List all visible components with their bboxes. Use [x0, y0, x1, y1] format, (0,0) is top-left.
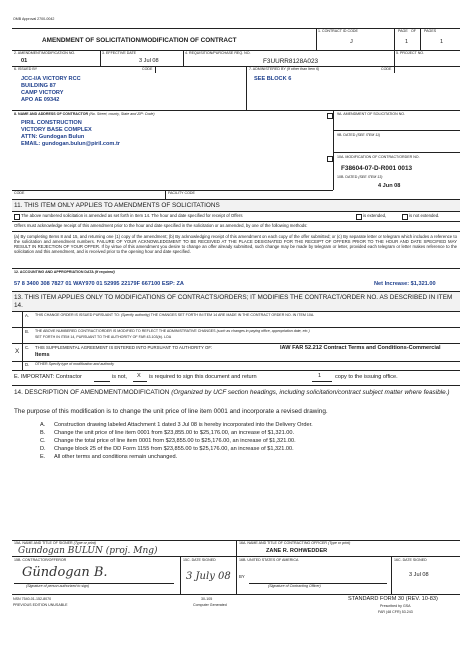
administered-by-code-label: CODE	[381, 67, 392, 71]
modification-purpose: The purpose of this modification is to change the unit price of line item 0001 and incorporate a revised drawing.	[14, 408, 328, 415]
amendment-no-label: 2. AMENDMENT/MODIFICATION NO.	[14, 51, 76, 55]
important-end: copy to the issuing office.	[335, 374, 398, 380]
contractor-code-label: CODE	[14, 191, 25, 195]
item-13c-authority: IAW FAR 52.212 Contract Terms and Conditions-Commercial Items	[35, 345, 441, 358]
contractor-line-3: ATTN: Gundogan Bulun	[21, 134, 85, 140]
amendment-solicitation-label: 9A. AMENDMENT OF SOLICITATION NO.	[337, 112, 406, 116]
change-item-letter: B.	[40, 430, 46, 436]
change-item-letter: C.	[40, 438, 46, 444]
solicitation-amended-checkbox[interactable]	[14, 214, 20, 220]
issued-by-code-label: CODE	[142, 67, 153, 71]
item-13c-mark[interactable]: X	[15, 348, 20, 355]
administered-by-value: SEE BLOCK 6	[254, 76, 292, 82]
page-number: 1	[405, 39, 409, 45]
officer-date-signed: 3 Jul 08	[409, 572, 429, 578]
item-13b-text: THE ABOVE NUMBERED CONTRACT/ORDER IS MODIFIED TO REFLECT THE ADMINISTRATIVE CHANGES (such as changes in paying office, appropriation date, etc.)	[35, 329, 310, 333]
item-13c-text: THIS SUPPLEMENTAL AGREEMENT IS ENTERED INTO PURSUANT TO AUTHORITY OF:	[35, 345, 213, 350]
page-count: 1	[440, 39, 444, 45]
requisition-no: F3UURR8128A023	[263, 58, 319, 65]
accounting-label: 12. ACCOUNTING AND APPROPRIATION DATA (If required)	[14, 270, 115, 274]
contractor-line-1: PIRIL CONSTRUCTION	[21, 120, 82, 126]
contracting-officer-label: 16A. NAME AND TITLE OF CONTRACTING OFFICER (Type or print)	[239, 541, 351, 545]
issued-by-line-2: BUILDING 87	[21, 83, 56, 89]
issued-by-line-3: CAMP VICTORY	[21, 90, 64, 96]
modification-order-no: F38604-07-D-R001 0013	[341, 165, 413, 172]
project-no-label: 5. PROJECT NO.	[396, 51, 425, 55]
modification-order-label: 10A. MODIFICATION OF CONTRACT/ORDER NO.	[337, 155, 420, 159]
contractor-date-label: 15C. DATE SIGNED	[183, 558, 216, 562]
item-13d-letter: D.	[25, 362, 30, 367]
box-10-checkbox[interactable]	[327, 156, 333, 162]
item-13a-text: THIS CHANGE ORDER IS ISSUED PURSUANT TO: (Specify authority) THE CHANGES SET FORTH IN ITEM 14 ARE MADE IN THE CONTRACT ORDER NO. IN ITEM 10A.	[35, 313, 315, 317]
change-item-letter: D.	[40, 446, 46, 452]
is-not-extended-checkbox[interactable]	[402, 214, 408, 220]
previous-edition: PREVIOUS EDITION UNUSABLE	[13, 603, 68, 607]
contractor-label: 8. NAME AND ADDRESS OF CONTRACTOR (No. Street, county, State and ZIP: Code)	[14, 112, 155, 116]
pages-label: PAGES	[424, 29, 437, 33]
accounting-data: 57 8 3400 308 7827 01 WAY970 01 52995 22179F 667100 ESP: ZA	[14, 281, 184, 287]
computer-generated: Computer Generated	[193, 603, 227, 607]
contractor-signature: Gündogan B.	[22, 565, 108, 580]
item-13d-text: OTHER Specify type of modification and authority	[35, 362, 115, 366]
issued-by-line-1: JCC-I/A VICTORY RCC	[21, 76, 81, 82]
net-increase: Net Increase: $1,321.00	[374, 281, 436, 287]
of-label: OF	[411, 29, 416, 33]
officer-signature-note: (Signature of Contracting Officer)	[268, 584, 321, 588]
amendment-no: 01	[21, 58, 28, 64]
item-13-heading: 13. THIS ITEM APPLIES ONLY TO MODIFICATIONS OF CONTRACTS/ORDERS; IT MODIFIES THE CONTRACT/ORDER NO. AS DESCRIBED IN ITEM 14.	[14, 294, 453, 309]
facility-code-label: FACILITY CODE	[168, 191, 195, 195]
issued-by-label: 6. ISSUED BY	[14, 67, 38, 71]
standard-form: STANDARD FORM 30 (REV. 10-83)	[348, 596, 438, 602]
prescribed-by: Prescribed by GSA	[380, 604, 411, 608]
change-item-text: Construction drawing labeled Attachment 1 dated 3 Jul 08 is hereby incorporated into the Delivery Order.	[54, 422, 313, 428]
item-14-heading: 14. DESCRIPTION OF AMENDMENT/MODIFICATION (Organized by UCF section headings, including solicitation/contract subject matter where feasible.)	[14, 389, 450, 396]
usa-label: 16B. UNITED STATES OF AMERICA	[239, 558, 299, 562]
contractor-offeror-label: 15B. CONTRACTOR/OFFEROR	[14, 558, 67, 562]
requisition-label: 4. REQUISITION/PURCHASE REQ. NO.	[185, 51, 251, 55]
item-11-line-1: The above numbered solicitation is amended as set forth in Item 14. The hour and date specified for receipt of Offers	[21, 213, 243, 218]
contractor-signature-note: (Signature of person authorized to sign)	[26, 584, 90, 588]
contractor-date-signed: 3 July 08	[186, 571, 231, 582]
is-extended-checkbox[interactable]	[356, 214, 362, 220]
is-not-extended-label: is not extended.	[409, 213, 440, 218]
box-9b-label: 9B. DATED (SEE ITEM 11)	[337, 133, 381, 137]
item-13b-rest: SET FORTH IN ITEM 14, PURSUANT TO THE AUTHORITY OF FAR 43.103(b). LOA	[35, 335, 172, 339]
signer-name: Gundogan BULUN (proj. Mng)	[18, 546, 158, 556]
form-code: 30-105	[201, 597, 213, 601]
box-9-checkbox[interactable]	[327, 113, 333, 119]
important-is-not: is not,	[112, 374, 127, 380]
effective-date-label: 3. EFFECTIVE DATE	[102, 51, 137, 55]
important-mark[interactable]: X	[137, 373, 141, 379]
change-item-text: All other terms and conditions remain unchanged.	[54, 454, 178, 460]
item-11-line-2: Offers must acknowledge receipt of this amendment prior to the hour and date specified in the solicitation or as amended, by one of the following methods:	[14, 223, 308, 228]
item-11-heading: 11. THIS ITEM ONLY APPLIES TO AMENDMENTS OF SOLICITATIONS	[14, 202, 220, 209]
item-13c-letter: C.	[25, 345, 30, 350]
contracting-officer-name: ZANE R. ROHWEDDER	[266, 548, 328, 554]
by-label: BY	[239, 574, 245, 579]
issued-by-line-4: APO AE 09342	[21, 97, 60, 103]
form-title: AMENDMENT OF SOLICITATION/MODIFICATION OF CONTRACT	[42, 37, 237, 44]
copies-count: 1	[318, 373, 322, 379]
change-item-letter: E.	[40, 454, 46, 460]
contractor-line-2: VICTORY BASE COMPLEX	[21, 127, 92, 133]
is-extended-label: is extended,	[363, 213, 387, 218]
signer-name-label: 15A. NAME AND TITLE OF SIGNER (Type or print)	[14, 541, 96, 545]
change-item-text: Change block 25 of the DD Form 1155 from $23,855.00 to $25,176.00, an increase of $1,321.00.	[54, 446, 294, 452]
item-11-instructions: (a) By completing Items 8 and 15, and returning one (1) copy of the amendment; (b) By acknowledging receipt of this amendment on each copy of the offer submitted; or (c) By separate letter or telegram which includes a reference to the solicitation and amendment numbers. FAILURE OF YOUR ACKNOWLEDGMENT TO BE RECEIVED AT THE PLACE DESIGNATED FOR THE RECEIPT OF OFFERS PRIOR TO THE HOUR AND DATE SPECIFIED MAY RESULT IN REJECTION OF YOUR OFFER. If by virtue of this amendment you desire to change an offer already submitted, such change may be made by telegram or letter, provided each telegram or letter makes reference to the solicitation and this amendment, and is received prior to the opening hour and date specified.	[14, 234, 457, 255]
item-13a-letter: A.	[25, 313, 30, 318]
far-reference: FAR (48 CFR) 53.243	[378, 610, 413, 614]
important-rest: is required to sign this document and return	[149, 374, 257, 380]
contract-id-label: 1. CONTRACT ID CODE	[318, 29, 358, 33]
nsn-number: NSN 7540-01-152-8070	[13, 597, 52, 601]
change-item-letter: A.	[40, 422, 46, 428]
contract-id-code: J	[350, 39, 353, 45]
officer-date-label: 16C. DATE SIGNED	[394, 558, 427, 562]
item-13b-letter: B.	[25, 329, 30, 334]
administered-by-label: 7. ADMINISTERED BY (If other than Item 6)	[249, 67, 320, 71]
omb-approval: OMB Approval 2700-0042	[13, 17, 55, 21]
contractor-email: EMAIL: gundogan.bulun@piril.com.tr	[21, 141, 120, 147]
effective-date: 3 Jul 08	[139, 58, 159, 64]
modification-dated: 4 Jun 08	[378, 183, 401, 189]
change-item-text: Change the total price of line item 0001 from $23,855.00 to $25,176.00, an increase of $1,321.00.	[54, 438, 296, 444]
box-10b-label: 10B. DATED (SEE ITEM 13)	[337, 175, 383, 179]
page-label: PAGE	[398, 29, 408, 33]
change-item-text: Change the unit price of line item 0001 from $23,855.00 to $25,176.00, an increase of $1,321.00.	[54, 430, 295, 436]
important-prefix: E. IMPORTANT: Contractor	[14, 374, 82, 380]
